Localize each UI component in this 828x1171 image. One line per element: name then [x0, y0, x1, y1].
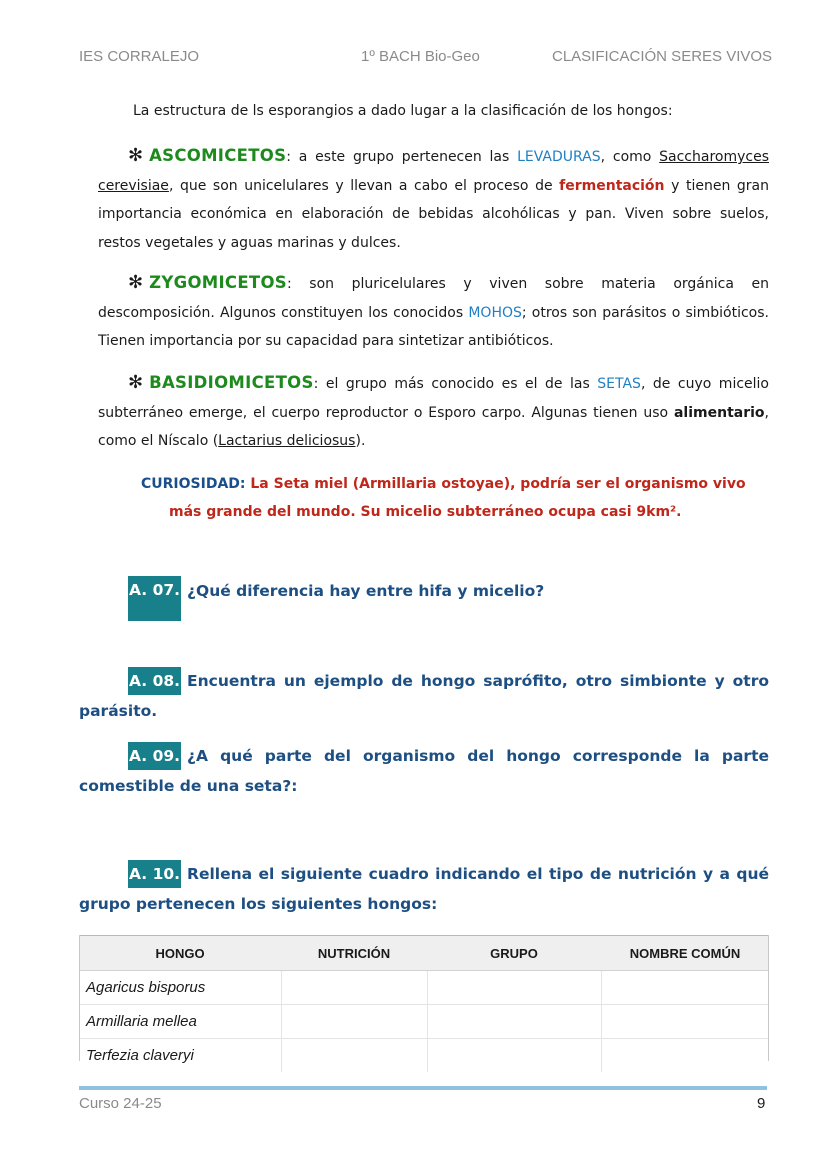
- curiosity-line-1: La Seta miel (Armillaria ostoyae), podría ser el organismo vivo: [245, 476, 746, 492]
- text-segment: ).: [355, 433, 366, 449]
- species-saccharomyces: Saccharomyces cerevisiae: [98, 149, 769, 194]
- text-segment: , como: [600, 149, 660, 165]
- asterisk-icon: ✻: [128, 372, 144, 393]
- text-segment: , de cuyo micelio subterráneo emerge, el cuerpo reproductor o Esporo carpo. Algunas tienen uso: [98, 376, 769, 421]
- group-title-zygomicetos: ZYGOMICETOS: [149, 273, 287, 292]
- page-number: 9: [757, 1095, 766, 1112]
- asterisk-icon: ✻: [128, 145, 144, 166]
- text-segment: : el grupo más conocido es el de las: [313, 376, 598, 392]
- table-border-left: [79, 935, 80, 1061]
- keyword-alimentario: alimentario: [673, 404, 765, 421]
- cell-nutricion[interactable]: [281, 971, 427, 1005]
- footer-divider: [79, 1086, 767, 1090]
- header-topic: CLASIFICACIÓN SERES VIVOS: [552, 48, 773, 65]
- keyword-fermentacion: fermentación: [559, 177, 665, 194]
- cell-nombre-comun[interactable]: [601, 1039, 769, 1073]
- cell-nutricion[interactable]: [281, 1005, 427, 1039]
- keyword-setas: SETAS: [597, 376, 641, 392]
- cell-grupo[interactable]: [427, 971, 601, 1005]
- column-header-nombre-comun: NOMBRE COMÚN: [601, 936, 769, 971]
- cell-hongo: Agaricus bisporus: [79, 971, 281, 1005]
- footer-course: Curso 24-25: [79, 1095, 162, 1112]
- activity-text: Rellena el siguiente cuadro indicando el tipo de nutrición y a qué grupo pertenecen los siguientes hongos:: [79, 865, 769, 913]
- column-header-hongo: HONGO: [79, 936, 281, 971]
- curiosity-line-2: más grande del mundo. Su micelio subterráneo ocupa casi 9km².: [169, 504, 682, 520]
- activity-text: ¿A qué parte del organismo del hongo corresponde la parte comestible de una seta?:: [79, 747, 769, 795]
- activity-text: Encuentra un ejemplo de hongo saprófito, otro simbionte y otro parásito.: [79, 672, 769, 720]
- cell-grupo[interactable]: [427, 1005, 601, 1039]
- paragraph-basidiomicetos: [98, 369, 769, 456]
- text-segment: : a este grupo pertenecen las: [286, 149, 518, 165]
- activity-10: [79, 859, 769, 919]
- text-segment: ; otros son parásitos o simbióticos. Tienen importancia por su capacidad para sintetizar antibióticos.: [98, 304, 769, 349]
- table-border-right: [768, 935, 769, 1061]
- table-row: [79, 1005, 769, 1039]
- cell-nutricion[interactable]: [281, 1039, 427, 1073]
- fungi-table: [79, 935, 769, 1072]
- paragraph-zygomicetos: [98, 269, 769, 356]
- species-lactarius: Lactarius deliciosus: [218, 433, 356, 449]
- activity-tag: A. 10.: [128, 860, 181, 888]
- activity-tag: A. 08.: [128, 667, 181, 695]
- activity-09: [79, 741, 769, 801]
- text-segment: , que son unicelulares y llevan a cabo el proceso de: [168, 177, 560, 194]
- activity-tag: A. 07.: [128, 576, 181, 621]
- activity-08: [79, 666, 769, 726]
- text-segment: y tienen gran importancia económica en elaboración de bebidas alcohólicas y pan. Viven sobre suelos, restos vegetales y aguas marinas y dulces.: [98, 177, 769, 251]
- intro-text: La estructura de ls esporangios a dado lugar a la clasificación de los hongos:: [133, 103, 673, 119]
- cell-nombre-comun[interactable]: [601, 971, 769, 1005]
- cell-grupo[interactable]: [427, 1039, 601, 1073]
- column-header-nutricion: NUTRICIÓN: [281, 936, 427, 971]
- column-header-grupo: GRUPO: [427, 936, 601, 971]
- text-segment: , como el Níscalo (: [98, 404, 769, 449]
- paragraph-ascomicetos: [98, 142, 769, 257]
- text-segment: : son pluricelulares y viven sobre materia orgánica en descomposición. Algunos constituyen los conocidos: [98, 276, 769, 321]
- curiosity-label: CURIOSIDAD:: [141, 476, 246, 492]
- header-school: IES CORRALEJO: [79, 48, 200, 65]
- group-title-ascomicetos: ASCOMICETOS: [149, 146, 287, 165]
- curiosity-note: [141, 470, 781, 526]
- table-row: [79, 971, 769, 1005]
- asterisk-icon: ✻: [128, 272, 144, 293]
- activity-07: [79, 576, 769, 621]
- cell-hongo: Armillaria mellea: [79, 1005, 281, 1039]
- keyword-levaduras: LEVADURAS: [517, 149, 601, 165]
- activity-text: ¿Qué diferencia hay entre hifa y micelio?: [187, 582, 545, 600]
- keyword-mohos: MOHOS: [468, 304, 522, 321]
- cell-nombre-comun[interactable]: [601, 1005, 769, 1039]
- header-course: 1º BACH Bio-Geo: [361, 48, 480, 65]
- table-row: [79, 1039, 769, 1073]
- activity-tag: A. 09.: [128, 742, 181, 770]
- group-title-basidiomicetos: BASIDIOMICETOS: [149, 373, 314, 392]
- cell-hongo: Terfezia claveryi: [86, 1047, 194, 1064]
- table-header-row: [79, 936, 769, 971]
